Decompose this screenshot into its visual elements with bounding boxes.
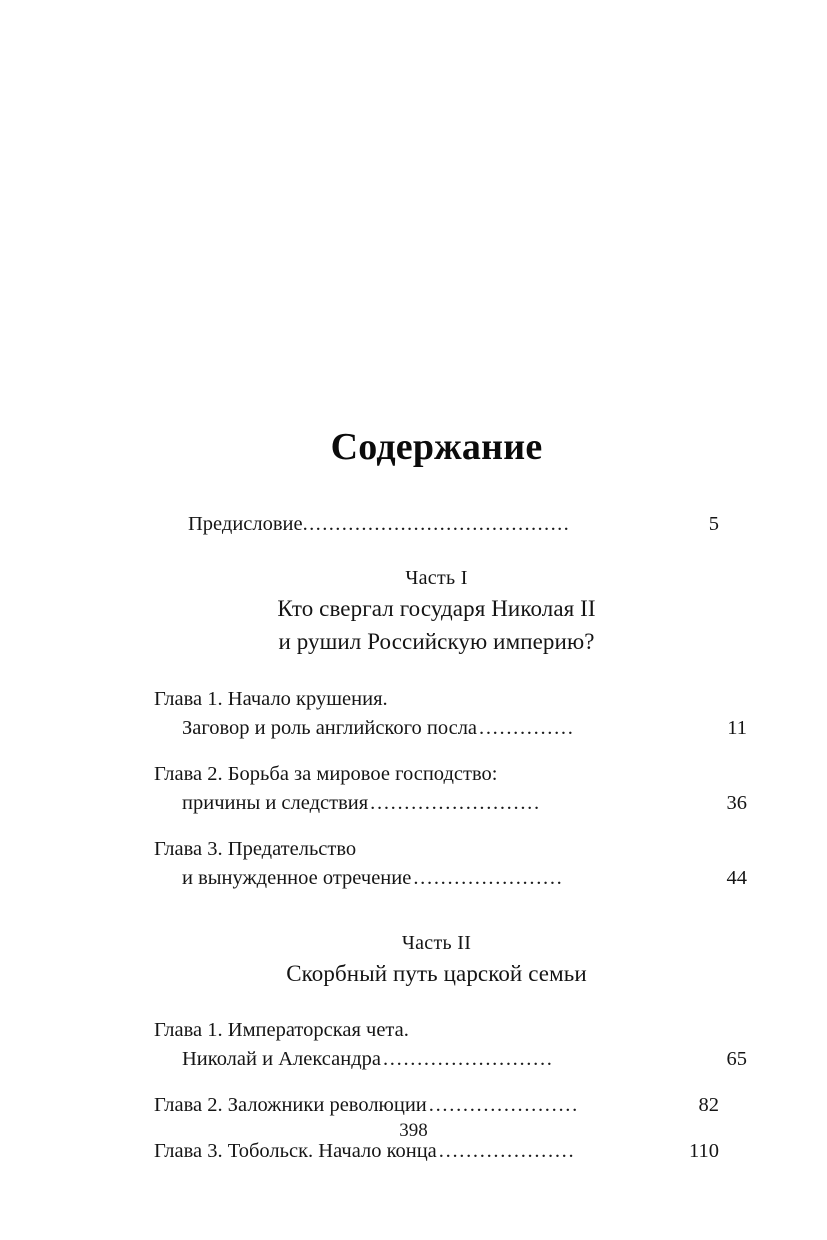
table-of-contents xyxy=(154,426,747,1183)
chapter-title-line-1: Глава 1. Начало крушения. xyxy=(154,687,388,710)
part-number: Часть I xyxy=(405,567,468,590)
toc-entry-chapter[interactable] xyxy=(154,835,747,893)
page-number: 11 xyxy=(727,716,747,739)
dot-leader: ...................... xyxy=(413,867,564,890)
page-number: 5 xyxy=(708,512,719,535)
chapter-title-line-1: Глава 2. Заложники революции xyxy=(154,1094,427,1117)
leader-row xyxy=(188,514,719,535)
page-number: 110 xyxy=(689,1140,719,1163)
leader-row xyxy=(154,789,747,818)
toc-entry-chapter[interactable] xyxy=(154,1091,719,1120)
chapter-title-line-2: причины и следствия xyxy=(182,792,369,815)
dot-leader: .............. xyxy=(479,716,575,739)
dot-leader: ...................... xyxy=(428,1094,579,1117)
entry-label: Предисловие xyxy=(188,512,303,535)
leader-row xyxy=(154,864,747,893)
chapter-title-line-1: Глава 1. Императорская чета. xyxy=(154,1019,409,1042)
page-number: 44 xyxy=(726,867,747,890)
toc-entry-chapter[interactable] xyxy=(154,685,747,743)
chapter-title-line-1: Глава 3. Тобольск. Начало конца xyxy=(154,1140,437,1163)
leader-row xyxy=(154,1091,719,1120)
page-number: 36 xyxy=(726,792,747,815)
part-title-line: Скорбный путь царской семьи xyxy=(286,961,587,987)
part-heading-1 xyxy=(154,564,719,658)
chapter-title-line-1: Глава 3. Предательство xyxy=(154,838,357,861)
leader-row xyxy=(154,1045,747,1074)
page-number: 82 xyxy=(698,1094,719,1117)
part-heading-2 xyxy=(154,929,719,991)
toc-entry-preface[interactable] xyxy=(154,514,719,535)
toc-entry-chapter[interactable] xyxy=(154,1016,747,1074)
dot-leader: ......................................... xyxy=(302,513,571,535)
part-title-line: Кто свергал государя Николая II xyxy=(277,596,596,622)
dot-leader: .................... xyxy=(438,1140,576,1163)
folio-page-number: 398 xyxy=(399,1120,428,1141)
toc-entry-chapter[interactable] xyxy=(154,760,747,818)
chapter-title-line-2: и вынужденное отречение xyxy=(182,867,412,890)
dot-leader: ......................... xyxy=(382,1048,554,1071)
part-title-line: и рушил Российскую империю? xyxy=(278,629,595,655)
page-number: 65 xyxy=(726,1048,747,1071)
dot-leader: ......................... xyxy=(370,792,541,815)
part-number: Часть II xyxy=(401,932,472,955)
chapter-title-line-2: Николай и Александра xyxy=(182,1048,381,1071)
chapter-title-line-1: Глава 2. Борьба за мировое господство: xyxy=(154,762,498,785)
chapter-title-line-2: Заговор и роль английского посла xyxy=(182,716,478,739)
page-title: Содержание xyxy=(330,426,543,468)
leader-row xyxy=(154,714,747,743)
